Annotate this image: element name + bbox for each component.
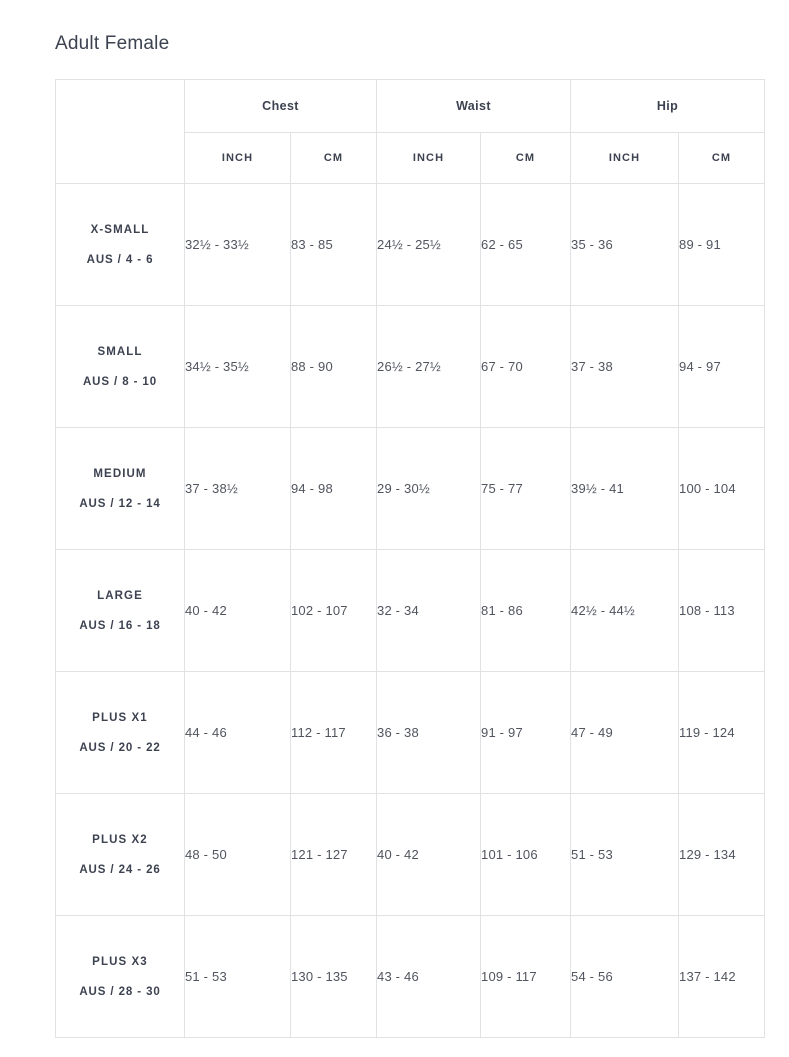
cell-waist-inch: 26½ - 27½	[377, 306, 481, 428]
cell-chest-inch: 40 - 42	[185, 550, 291, 672]
cell-hip-inch: 35 - 36	[571, 184, 679, 306]
cell-waist-cm: 101 - 106	[481, 794, 571, 916]
table-row	[56, 916, 765, 1038]
size-name: X-SMALL	[90, 223, 150, 236]
table-row	[56, 306, 765, 428]
column-group-hip: Hip	[571, 80, 765, 133]
table-row	[56, 184, 765, 306]
size-aus: AUS / 20 - 22	[79, 741, 161, 754]
row-size-label	[56, 184, 185, 306]
size-chart-table	[55, 79, 765, 1038]
table-row	[56, 428, 765, 550]
cell-hip-cm: 108 - 113	[679, 550, 765, 672]
cell-waist-inch: 24½ - 25½	[377, 184, 481, 306]
column-header-waist-inch: INCH	[377, 133, 481, 184]
size-aus: AUS / 24 - 26	[79, 863, 161, 876]
cell-waist-cm: 62 - 65	[481, 184, 571, 306]
cell-waist-cm: 75 - 77	[481, 428, 571, 550]
cell-chest-cm: 121 - 127	[291, 794, 377, 916]
size-name: PLUS X2	[92, 833, 148, 846]
size-aus: AUS / 16 - 18	[79, 619, 161, 632]
table-row	[56, 794, 765, 916]
cell-hip-cm: 94 - 97	[679, 306, 765, 428]
column-group-chest: Chest	[185, 80, 377, 133]
column-header-waist-cm: CM	[481, 133, 571, 184]
cell-hip-cm: 100 - 104	[679, 428, 765, 550]
size-aus: AUS / 28 - 30	[79, 985, 161, 998]
cell-chest-inch: 44 - 46	[185, 672, 291, 794]
cell-chest-cm: 130 - 135	[291, 916, 377, 1038]
cell-hip-inch: 37 - 38	[571, 306, 679, 428]
column-header-hip-cm: CM	[679, 133, 765, 184]
cell-waist-inch: 32 - 34	[377, 550, 481, 672]
cell-hip-inch: 42½ - 44½	[571, 550, 679, 672]
cell-hip-inch: 47 - 49	[571, 672, 679, 794]
column-header-chest-cm: CM	[291, 133, 377, 184]
cell-hip-cm: 89 - 91	[679, 184, 765, 306]
cell-waist-cm: 81 - 86	[481, 550, 571, 672]
cell-hip-inch: 51 - 53	[571, 794, 679, 916]
column-group-waist: Waist	[377, 80, 571, 133]
cell-hip-inch: 54 - 56	[571, 916, 679, 1038]
row-size-label	[56, 306, 185, 428]
cell-chest-inch: 34½ - 35½	[185, 306, 291, 428]
cell-chest-inch: 37 - 38½	[185, 428, 291, 550]
cell-waist-inch: 29 - 30½	[377, 428, 481, 550]
cell-waist-inch: 43 - 46	[377, 916, 481, 1038]
row-size-label	[56, 550, 185, 672]
size-name: SMALL	[97, 345, 143, 358]
table-row	[56, 672, 765, 794]
cell-chest-cm: 88 - 90	[291, 306, 377, 428]
cell-hip-cm: 129 - 134	[679, 794, 765, 916]
cell-chest-inch: 32½ - 33½	[185, 184, 291, 306]
size-name: LARGE	[97, 589, 143, 602]
cell-hip-cm: 119 - 124	[679, 672, 765, 794]
column-header-chest-inch: INCH	[185, 133, 291, 184]
cell-waist-inch: 40 - 42	[377, 794, 481, 916]
cell-chest-inch: 51 - 53	[185, 916, 291, 1038]
size-name: PLUS X1	[92, 711, 148, 724]
size-name: PLUS X3	[92, 955, 148, 968]
table-corner-cell	[56, 80, 185, 184]
cell-waist-cm: 109 - 117	[481, 916, 571, 1038]
size-aus: AUS / 8 - 10	[82, 375, 158, 388]
cell-chest-cm: 94 - 98	[291, 428, 377, 550]
row-size-label	[56, 794, 185, 916]
table-row	[56, 550, 765, 672]
row-size-label	[56, 916, 185, 1038]
size-name: MEDIUM	[93, 467, 147, 480]
cell-chest-cm: 102 - 107	[291, 550, 377, 672]
cell-waist-inch: 36 - 38	[377, 672, 481, 794]
column-header-hip-inch: INCH	[571, 133, 679, 184]
cell-waist-cm: 67 - 70	[481, 306, 571, 428]
cell-chest-cm: 112 - 117	[291, 672, 377, 794]
cell-waist-cm: 91 - 97	[481, 672, 571, 794]
size-aus: AUS / 4 - 6	[86, 253, 154, 266]
size-aus: AUS / 12 - 14	[79, 497, 161, 510]
page-title: Adult Female	[55, 33, 170, 54]
table-group-header-row	[56, 80, 765, 133]
cell-hip-cm: 137 - 142	[679, 916, 765, 1038]
cell-hip-inch: 39½ - 41	[571, 428, 679, 550]
row-size-label	[56, 672, 185, 794]
row-size-label	[56, 428, 185, 550]
cell-chest-inch: 48 - 50	[185, 794, 291, 916]
cell-chest-cm: 83 - 85	[291, 184, 377, 306]
